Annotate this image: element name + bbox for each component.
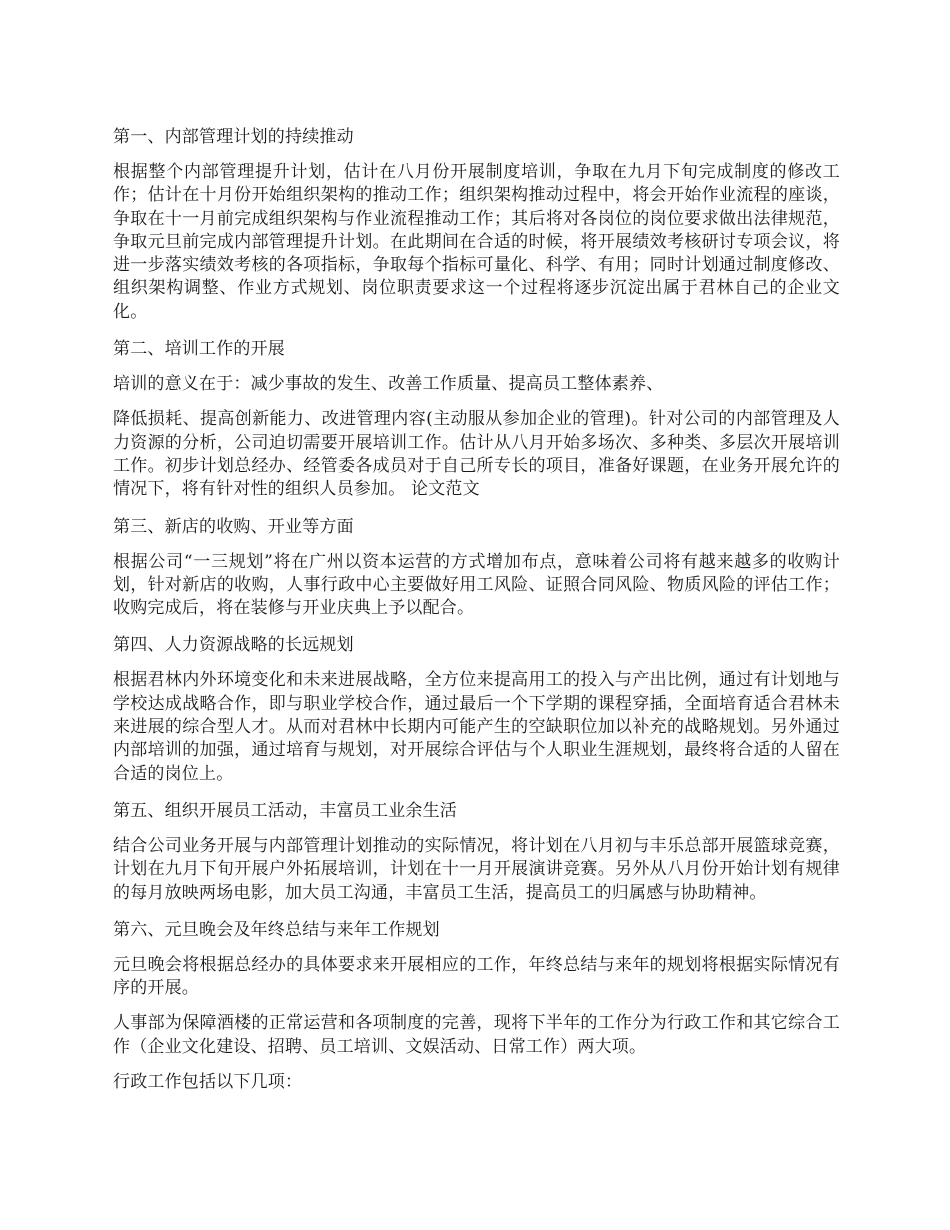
section-paragraph: 根据君林内外环境变化和未来进展战略，全方位来提高用工的投入与产出比例，通过有计划地与学校达成战略合作，即与职业学校合作，通过最后一个下学期的课程穿插，全面培育适合君林未来进展的综合型人才。从而对君林中长期内可能产生的空缺职位加以补充的战略规划。另外通过内部培训的加强，通过培育与规划，对开展综合评估与个人职业生涯规划，最终将合适的人留在合适的岗位上。 bbox=[113, 670, 840, 784]
section-6 bbox=[113, 917, 840, 1094]
section-paragraph: 培训的意义在于：减少事故的发生、改善工作质量、提高员工整体素养、 bbox=[113, 374, 664, 395]
section-paragraph: 结合公司业务开展与内部管理计划推动的实际情况，将计划在八月初与丰乐总部开展篮球竞赛，计划在九月下旬开展户外拓展培训，计划在十一月开展演讲竞赛。另外从八月份开始计划有规律的每月放映两场电影，加大员工沟通，丰富员工生活，提高员工的归属感与协助精神。 bbox=[113, 835, 840, 903]
section-paragraph: 行政工作包括以下几项： bbox=[113, 1072, 303, 1093]
section-1 bbox=[113, 124, 840, 324]
section-heading: 第二、培训工作的开展 bbox=[113, 339, 285, 360]
section-3 bbox=[113, 514, 840, 621]
section-paragraph: 元旦晚会将根据总经办的具体要求来开展相应的工作，年终总结与来年的规划将根据实际情况有序的开展。 bbox=[113, 954, 840, 999]
section-4 bbox=[113, 632, 840, 785]
section-heading: 第五、组织开展员工活动，丰富员工业余生活 bbox=[113, 800, 457, 821]
section-paragraph: 人事部为保障酒楼的正常运营和各项制度的完善，现将下半年的工作分为行政工作和其它综合工作（企业文化建设、招聘、员工培训、文娱活动、日常工作）两大项。 bbox=[113, 1013, 840, 1057]
section-paragraph: 降低损耗、提高创新能力、改进管理内容(主动服从参加企业的管理)。针对公司的内部管理及人力资源的分析，公司迫切需要开展培训工作。估计从八月开始多场次、多种类、多层次开展培训工作。初步计划总经办、经管委各成员对于自己所专长的项目，准备好课题，在业务开展允许的情况下，将有针对性的组织人员参加。 论文范文 bbox=[113, 409, 840, 500]
document-body bbox=[113, 124, 840, 1106]
section-heading: 第三、新店的收购、开业等方面 bbox=[113, 516, 354, 537]
section-heading: 第四、人力资源战略的长远规划 bbox=[113, 635, 354, 656]
section-heading: 第一、内部管理计划的持续推动 bbox=[113, 127, 354, 147]
section-heading: 第六、元旦晚会及年终总结与来年工作规划 bbox=[113, 919, 440, 940]
section-paragraph: 根据公司“一三规划”将在广州以资本运营的方式增加布点，意味着公司将有越来越多的收购计划，针对新店的收购，人事行政中心主要做好用工风险、证照合同风险、物质风险的评估工作；收购完成后，将在装修与开业庆典上予以配合。 bbox=[113, 551, 840, 619]
section-5 bbox=[113, 798, 840, 905]
section-2 bbox=[113, 336, 840, 501]
section-paragraph: 根据整个内部管理提升计划，估计在八月份开展制度培训，争取在九月下旬完成制度的修改工作；估计在十月份开始组织架构的推动工作；组织架构推动过程中，将会开始作业流程的座谈，争取在十一月前完成组织架构与作业流程推动工作；其后将对各岗位的岗位要求做出法律规范，争取元旦前完成内部管理提升计划。在此期间在合适的时候，将开展绩效考核研讨专项会议，将进一步落实绩效考核的各项指标，争取每个指标可量化、科学、有用；同时计划通过制度修改、组织架构调整、作业方式规划、岗位职责要求这一个过程将逐步沉淀出属于君林自己的企业文化。 bbox=[113, 162, 840, 322]
